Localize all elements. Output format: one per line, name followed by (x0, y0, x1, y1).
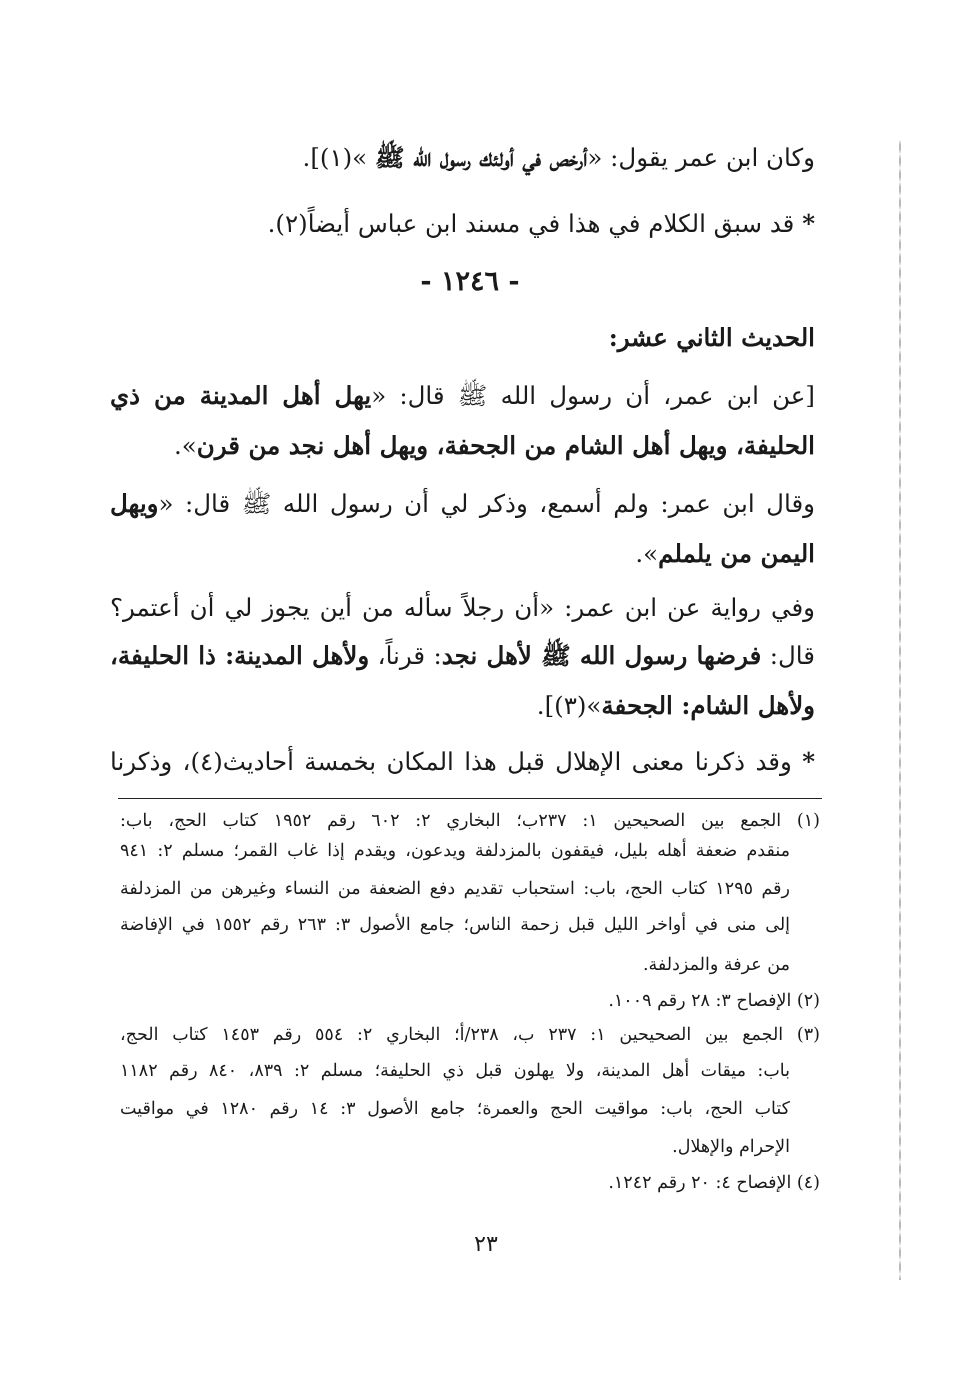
paragraph-3-line-2 (110, 636, 815, 676)
page-number: ٢٣ (474, 1232, 498, 1257)
text-span: ». (173, 431, 197, 460)
hadith-number-heading: - ١٢٤٦ - (420, 266, 520, 297)
paragraph-3-line-3 (110, 686, 815, 726)
footnote-3-line-2: باب: ميقات أهل المدينة، ولا يهلون قبل ذي الحليفة؛ مسلم ٢: ٨٣٩، ٨٤٠ رقم ١١٨٢ (120, 1061, 790, 1081)
text-span: : قرناً، (369, 641, 442, 670)
text-span: [عن ابن عمر، أن رسول الله ﷺ قال: « (371, 381, 815, 410)
footnote-3-line-4: الإحرام والإهلال. (672, 1137, 790, 1157)
footnote-1-line-2: منقدم ضعفة أهله بليل، فيقفون بالمزدلفة ويدعون، ويقدم إذا غاب القمر؛ مسلم ٢: ٩٤١ (120, 841, 790, 861)
paragraph-2-line-1 (110, 484, 815, 524)
footnote-separator (118, 798, 822, 799)
bold-hadith-text: يهل أهل المدينة من ذي (110, 381, 372, 410)
bold-hadith-text: ويهل (110, 489, 159, 518)
footnote-4: (٤) الإفصاح ٤: ٢٠ رقم ١٢٤٢. (608, 1173, 820, 1193)
footnote-3-line-1: (٣) الجمع بين الصحيحين ١: ٢٣٧ ب، ٢٣٨/أ؛ البخاري ٢: ٥٥٤ رقم ١٤٥٣ كتاب الحج، (120, 1025, 820, 1045)
note-text: قد سبق الكلام في هذا في مسند ابن عباس أيضاً(٢). (267, 209, 803, 238)
footnote-1-line-4: إلى منى في أواخر الليل قبل زحمة الناس؛ جامع الأصول ٣: ٢٦٣ رقم ١٥٥٢ في الإفاضة (120, 915, 790, 935)
bold-hadith-text: ولأهل المدينة: ذا الحليفة، (110, 641, 370, 670)
text-span: »(١)]. (302, 143, 375, 172)
bold-hadith-text: فرضها رسول الله ﷺ لأهل نجد (441, 641, 762, 670)
paragraph-1-line-1 (110, 376, 815, 416)
footnote-2: (٢) الإفصاح ٣: ٢٨ رقم ١٠٠٩. (608, 991, 820, 1011)
bold-hadith-text: ولأهل الشام: الجحفة (601, 691, 815, 720)
asterisk-mark: * (802, 747, 815, 776)
paragraph-1-line-2 (110, 426, 815, 466)
bold-hadith-text: الحليفة، ويهل أهل الشام من الجحفة، ويهل أهل نجد من قرن (196, 431, 815, 460)
margin-dotted-line (899, 140, 901, 1280)
text-line-ibn-umar-statement (110, 138, 815, 178)
text-span: »(٣)]. (536, 691, 602, 720)
text-span: وكان ابن عمر يقول: « (587, 143, 815, 172)
footnote-3-line-3: كتاب الحج، باب: مواقيت الحج والعمرة؛ جامع الأصول ٣: ١٤ رقم ١٢٨٠ في مواقيت (120, 1099, 790, 1119)
footnote-1-line-3: رقم ١٢٩٥ كتاب الحج، باب: استحباب تقديم دفع الضعفة من النساء وغيرهن من المزدلفة (120, 879, 790, 899)
section-title: الحديث الثاني عشر: (608, 323, 815, 352)
text-span: وقد ذكرنا معنى الإهلال قبل هذا المكان بخمسة أحاديث(٤)، وذكرنا (110, 747, 803, 776)
footnote-1-line-1: (١) الجمع بين الصحيحين ١: ٢٣٧ب؛ البخاري ٢: ٦٠٢ رقم ١٩٥٢ كتاب الحج، باب: (120, 811, 820, 831)
bold-hadith-text: اليمن من يلملم (658, 539, 815, 568)
paragraph-3-line-1: وفي رواية عن ابن عمر: «أن رجلاً سأله من أين يجوز لي أن أعتمر؟ (110, 593, 815, 622)
footnote-1-line-5: من عرفة والمزدلفة. (642, 955, 790, 975)
paragraph-2-line-2 (110, 534, 815, 574)
asterisk-mark: * (802, 209, 815, 238)
text-span: ». (635, 539, 659, 568)
bold-quote: أرخص في أولئك رسول الله ﷺ (374, 143, 588, 172)
text-span: قال: (761, 641, 815, 670)
paragraph-4-line-1 (110, 742, 815, 782)
text-line-note (110, 204, 815, 244)
text-span: وقال ابن عمر: ولم أسمع، وذكر لي أن رسول الله ﷺ قال: « (158, 489, 815, 518)
